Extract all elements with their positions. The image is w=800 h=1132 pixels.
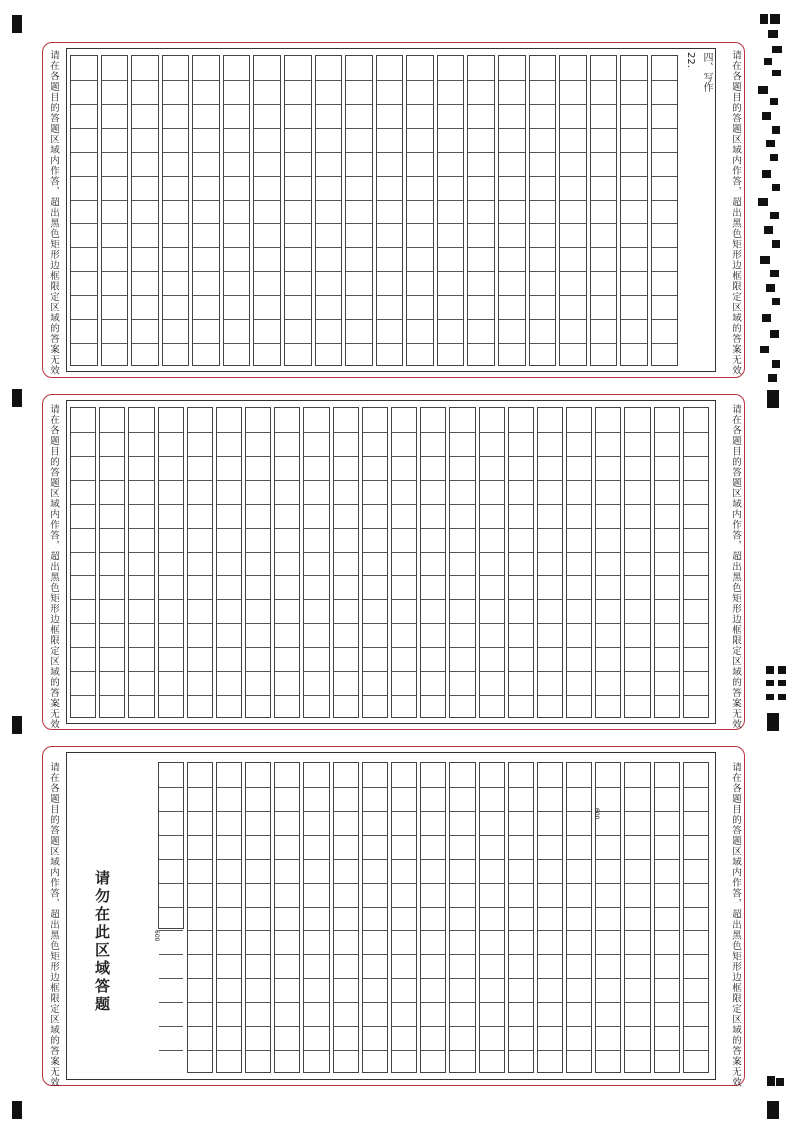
grid-column — [303, 762, 329, 1073]
timing-mark — [770, 98, 778, 105]
grid-column — [651, 55, 679, 366]
timing-mark — [770, 330, 779, 338]
grid-column — [158, 762, 184, 929]
timing-mark — [770, 270, 779, 277]
grid-column — [529, 55, 557, 366]
grid-column — [595, 407, 621, 718]
timing-mark — [772, 126, 780, 134]
grid-column — [274, 762, 300, 1073]
grid-column — [537, 762, 563, 1073]
grid-column — [162, 55, 190, 366]
grid-column — [70, 407, 96, 718]
notice-left-2: 请在各题目的答题区域内作答，超出黑色矩形边框限定区域的答案无效 — [48, 404, 59, 730]
timing-mark — [776, 1078, 784, 1086]
corner-mark — [12, 389, 22, 407]
notice-left-3: 请在各题目的答题区域内作答，超出黑色矩形边框限定区域的答案无效 — [48, 762, 59, 1088]
grid-column — [391, 762, 417, 1073]
grid-column — [245, 407, 271, 718]
grid-column — [216, 762, 242, 1073]
timing-mark — [760, 14, 768, 24]
grid-column — [99, 407, 125, 718]
grid-column — [253, 55, 281, 366]
timing-mark — [770, 14, 780, 24]
grid-column — [654, 762, 680, 1073]
corner-mark — [12, 15, 22, 33]
corner-mark — [767, 1101, 779, 1119]
grid-column — [284, 55, 312, 366]
section-title: 四、写作 — [701, 52, 712, 92]
writing-grid-3[interactable] — [70, 762, 712, 1073]
timing-mark — [762, 112, 771, 120]
grid-column — [566, 407, 592, 718]
timing-mark — [760, 256, 770, 264]
corner-mark — [767, 713, 779, 731]
grid-column — [187, 407, 213, 718]
grid-column — [566, 762, 592, 1073]
corner-mark — [12, 1101, 22, 1119]
corner-mark — [12, 716, 22, 734]
writing-grid-1[interactable] — [70, 55, 712, 366]
timing-mark — [766, 680, 774, 686]
timing-mark — [766, 666, 774, 674]
grid-column — [70, 55, 98, 366]
grid-column — [362, 407, 388, 718]
grid-column — [479, 762, 505, 1073]
timing-mark — [762, 314, 771, 322]
timing-mark — [767, 1076, 775, 1086]
timing-mark — [770, 154, 778, 161]
grid-column — [376, 55, 404, 366]
timing-mark — [768, 374, 777, 382]
grid-column — [131, 55, 159, 366]
timing-mark — [778, 680, 786, 686]
grid-column — [624, 762, 650, 1073]
timing-mark — [764, 226, 773, 234]
timing-mark — [772, 298, 780, 305]
grid-column — [683, 407, 709, 718]
notice-right-1: 请在各题目的答题区域内作答，超出黑色矩形边框限定区域的答案无效 — [730, 50, 741, 376]
question-number: 22. — [685, 52, 696, 68]
grid-column — [362, 762, 388, 1073]
grid-column — [158, 407, 184, 718]
grid-column — [590, 55, 618, 366]
grid-column — [449, 407, 475, 718]
timing-mark — [766, 284, 775, 292]
timing-mark — [758, 198, 768, 206]
grid-column — [101, 55, 129, 366]
grid-column — [508, 407, 534, 718]
grid-column — [274, 407, 300, 718]
timing-mark — [760, 346, 769, 353]
grid-column — [449, 762, 475, 1073]
grid-column — [620, 55, 648, 366]
timing-mark — [772, 360, 780, 368]
grid-column — [187, 762, 213, 1073]
grid-column — [345, 55, 373, 366]
grid-column — [391, 407, 417, 718]
timing-mark — [766, 694, 774, 700]
grid-column — [223, 55, 251, 366]
timing-mark — [762, 170, 771, 178]
grid-column — [333, 762, 359, 1073]
grid-column — [654, 407, 680, 718]
grid-column — [315, 55, 343, 366]
timing-mark — [772, 46, 782, 53]
grid-column — [537, 407, 563, 718]
grid-column — [216, 407, 242, 718]
timing-mark — [772, 70, 781, 76]
grid-column — [128, 407, 154, 718]
notice-left-1: 请在各题目的答题区域内作答，超出黑色矩形边框限定区域的答案无效 — [48, 50, 59, 376]
grid-column — [683, 762, 709, 1073]
restricted-area-label: 请勿在此区域答题 — [93, 870, 111, 1014]
grid-column — [420, 407, 446, 718]
grid-column — [333, 407, 359, 718]
word-count-marker-600-top: 600 — [593, 808, 600, 820]
grid-column — [624, 407, 650, 718]
notice-right-2: 请在各题目的答题区域内作答，超出黑色矩形边框限定区域的答案无效 — [730, 404, 741, 730]
grid-column — [245, 762, 271, 1073]
grid-column — [303, 407, 329, 718]
grid-column — [479, 407, 505, 718]
notice-right-3: 请在各题目的答题区域内作答，超出黑色矩形边框限定区域的答案无效 — [730, 762, 741, 1088]
timing-mark — [778, 666, 786, 674]
corner-mark — [767, 390, 779, 408]
writing-grid-2[interactable] — [70, 407, 712, 718]
timing-mark — [764, 58, 772, 65]
word-count-marker-600-bottom: 600 — [153, 930, 160, 942]
timing-mark — [772, 184, 780, 191]
grid-column — [508, 762, 534, 1073]
grid-column — [559, 55, 587, 366]
timing-mark — [766, 140, 775, 147]
grid-column — [420, 762, 446, 1073]
grid-column — [437, 55, 465, 366]
grid-column — [192, 55, 220, 366]
grid-column — [406, 55, 434, 366]
timing-mark — [772, 240, 780, 248]
timing-mark — [778, 694, 786, 700]
timing-mark — [770, 212, 779, 219]
grid-column — [498, 55, 526, 366]
timing-mark — [758, 86, 768, 94]
timing-mark — [768, 30, 778, 38]
grid-column — [467, 55, 495, 366]
